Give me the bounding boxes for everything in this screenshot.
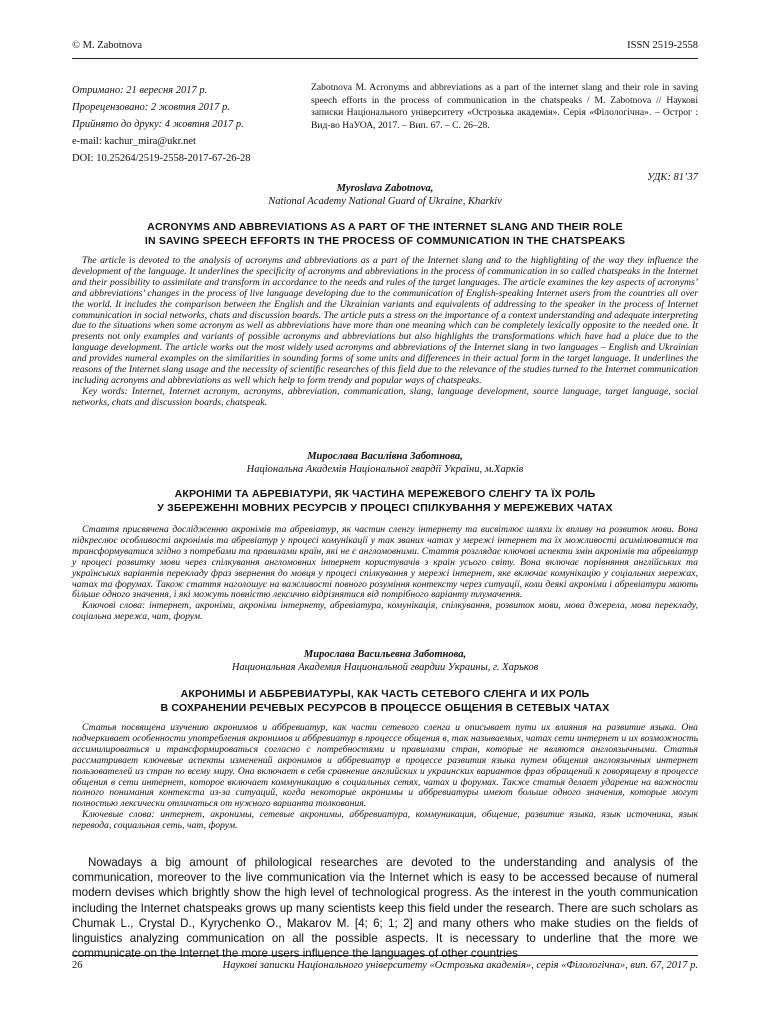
page-number: 26	[72, 960, 83, 971]
citation-block: Zabotnova M. Acronyms and abbreviations as a part of the internet slang and their role in saving speech efforts in the process of communication in the chatspeaks / M. Zabotnova // Наукові записки Національного університету «Острозька академія». Серія «Філологічна». – Острог : Вид-во НаУОА, 2017. – Вип. 67. – С. 26–28.	[311, 82, 698, 131]
ru-keywords: Ключевые слова: интернет, акронимы, сетевые акронимы, аббревиатура, коммуникация, общение, развитие языка, язык источника, язык перевода, социальная сеть, чат, форум.	[72, 809, 698, 832]
issn-header: ISSN 2519-2558	[627, 40, 698, 51]
ru-author-block	[72, 648, 698, 674]
uk-abstract	[72, 525, 698, 623]
uk-keywords: Ключові слова: інтернет, акроніми, акроніми інтернету, абревіатура, комунікація, спілкування, розвиток мови, мова джерела, мова перекладу, соціальна мережа, чат, форум.	[72, 600, 698, 623]
udk-code: УДК: 81’37	[647, 172, 698, 183]
uk-abstract-text: Стаття присвячена дослідженню акронімів та абревіатур, як частин сленгу інтернету та висвітлює шляхи їх впливу на розвиток мови. Вона підкреслює особливості акронімів та абревіатур у процесі комунікації у так званих чатах у мережі інтернет та їх можливості асимілюватися та трансформуватися згідно з потребами та правилами країн, які не є англомовними. Стаття розглядає ключові аспекти змін акронімів та абревіатур у процесі розвитку мови через спілкування англомовних інтернет користувачів з країн усього світу. Вона включає порівняння англійських та українських варіантів перекладу фраз звернення до мовця у процесі спілкування у мережі інтернет, яке включає комунікацію у соціальних мережах, чатах та форумах. Також стаття наголошує на важливості повного розуміння контексту через ситуації, коли деякі акроніми і абревіатури мають більше одного значення, і які можуть повністю лексично відрізнятися від потрібного варіанту тлумачення.	[72, 524, 698, 601]
en-author-name: Myroslava Zabotnova,	[336, 183, 434, 194]
received-date: Отримано: 21 вересня 2017 р.	[72, 85, 208, 96]
footer-rule	[72, 955, 698, 956]
en-abstract	[72, 256, 698, 409]
ru-abstract	[72, 723, 698, 832]
article-meta	[72, 82, 302, 167]
en-abstract-text: The article is devoted to the analysis of acronyms and abbreviations as a part of the Internet slang and to the highlighting of the way they influence the development of the language. It underlines the specificity of acronyms and abbreviations in the process of communication in so called chatspeaks in the Internet and their possibility to assimilate and transform in accordance to the needs and rules of the target languages. The article examines the key aspects of acronyms’ and abbreviations’ changes in the process of live language developing due to the communication of English-speaking Internet users from the countries all over the world. It includes the comparison between the English and the Ukrainian variants and equivalents of addressing to the speaker in the process of Internet communication in social networks, chats and discussion boards. The article puts a stress on the importance of a context understanding and adequate interpreting due to the situations when some acronym as well as abbreviations have more than one meaning which can be completely lexically opposite to the needed one. It presents not only examples and variants of possible acronyms and abbreviations but also highlights the transformations which have had a place due to the language development. The article works out the most widely used acronyms and abbreviations of the Internet slang in two languages – English and Ukrainian and provides numeral examples on the similarities in sounding forms of some units and differences in their actual form in the target language. It underlines the reasons of the Internet slang usage and the necessity of scientific researches of this field due to the relevance of the studies turned to the Internet communication including acronyms and abbreviations as well which help to form trendy and popular ways of chatspeaks.	[72, 255, 698, 386]
uk-title-line-2: У ЗБЕРЕЖЕННІ МОВНИХ РЕСУРСІВ У ПРОЦЕСІ СПІЛКУВАННЯ У МЕРЕЖЕВИХ ЧАТАХ	[157, 501, 613, 514]
body-paragraph: Nowadays a big amount of philological researches are devoted to the understanding and analysis of the communication, moreover to the live communication via the Internet which is easy to be accessed because of numeral modern devises which brightly show the high level of technological progress. As the interest in the youth communication including the Internet chatspeaks grows up many scientists keep this field under the research. There are such scholars as Chumak L., Crystal D., Kyrychenko O., Makarov M. [4; 6; 1; 2] and many others who make studies on the fields of linguistics analyzing communication on all the possible aspects. It is necessary to underline that the more we communicate on the Internet the more users influence the languages of other countries	[72, 856, 698, 961]
header-rule	[72, 58, 698, 59]
reviewed-date: Прорецензовано: 2 жовтня 2017 р.	[72, 102, 230, 113]
en-title-line-2: IN SAVING SPEECH EFFORTS IN THE PROCESS OF COMMUNICATION IN THE CHATSPEAKS	[144, 234, 626, 247]
doi: DOI: 10.25264/2519-2558-2017-67-26-28	[72, 153, 251, 164]
ru-title-line-1: АКРОНИМЫ И АББРЕВИАТУРЫ, КАК ЧАСТЬ СЕТЕВОГО СЛЕНГА И ИХ РОЛЬ	[180, 688, 590, 700]
accepted-date: Прийнято до друку: 4 жовтня 2017 р.	[72, 119, 244, 130]
ru-author-name: Мирослава Васильевна Заботнова,	[303, 649, 467, 660]
ru-title-line-2: В СОХРАНЕНИИ РЕЧЕВЫХ РЕСУРСОВ В ПРОЦЕССЕ ОБЩЕНИЯ В СЕТЕВЫХ ЧАТАХ	[160, 701, 610, 714]
uk-affiliation: Національна Академія Національної гвардії України, м.Харків	[246, 464, 524, 475]
author-email: e-mail: kachur_mira@ukr.net	[72, 136, 196, 147]
uk-author-name: Мирослава Василівна Заботнова,	[307, 451, 463, 462]
uk-title-line-1: АКРОНІМИ ТА АБРЕВІАТУРИ, ЯК ЧАСТИНА МЕРЕЖЕВОГО СЛЕНГУ ТА ЇХ РОЛЬ	[174, 488, 596, 500]
running-header-left: © M. Zabotnova	[72, 40, 143, 51]
journal-footer: Наукові записки Національного університету «Острозька академія», серія «Філологічна», вип. 67, 2017 р.	[222, 960, 698, 971]
ru-affiliation: Национальная Академия Национальной гвардии Украины, г. Харьков	[231, 662, 539, 673]
uk-title	[72, 488, 698, 515]
ru-abstract-text: Статья посвящена изучению акронимов и аббревиатур, как части сетевого сленга и описывает пути их влияния на развитие языка. Она подчеркивает особенности употребления акронимов и аббревиатур в процессе общения в, так называемых, чатах сети интернет и их возможность ассимилироваться и трансформироваться согласно с потребностями и правилами стран, которые не являются англоязычными. Статья рассматривает ключевые аспекты изменений акронимов и аббревиатур в процессе развития языка путем общения англоязычных интернет пользователей из стран по всему миру. Она включает в себя сравнение английских и украинских вариантов фраз обращений к говорящему в процессе общения в сети интернет, которое включает коммуникацию в социальных сетях, чатах и форумах. Также статья делает ударение на важности полного понимания контекста из-за ситуаций, когда некоторые акронимы и аббревиатуры имеют больше одного значения, которые могут полностью лексически отличаться от нужного варианта толкования.	[72, 722, 698, 810]
ru-title	[72, 688, 698, 715]
en-title	[72, 221, 698, 248]
en-affiliation: National Academy National Guard of Ukraine, Kharkiv	[268, 196, 502, 207]
uk-author-block	[72, 450, 698, 476]
en-title-line-1: ACRONYMS AND ABBREVIATIONS AS A PART OF THE INTERNET SLANG AND THEIR ROLE	[147, 221, 623, 233]
en-keywords: Key words: Internet, Internet acronym, acronyms, abbreviation, communication, slang, language development, source language, target language, social networks, chats and discussion boards, chatspeak.	[72, 385, 698, 408]
en-author-block	[72, 182, 698, 208]
body-text	[72, 855, 698, 961]
